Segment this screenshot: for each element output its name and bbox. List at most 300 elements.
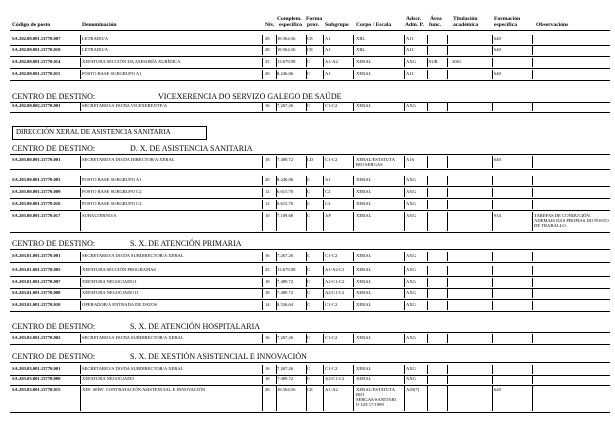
column-divider [276,212,277,231]
cell-niv: 25 [265,59,270,64]
column-divider [404,200,405,209]
cell-forma: C [307,177,311,182]
column-divider [323,278,324,287]
column-divider [276,156,277,168]
cell-comp: 13.679,98 [277,267,296,272]
cell-adscr: AXG [406,376,416,381]
column-divider [427,375,428,384]
column-divider [306,386,307,411]
cell-forma: C [307,201,311,206]
column-divider [262,289,263,298]
cell-comp: 6.615,70 [277,189,294,194]
column-divider [447,176,448,185]
centro-destino-name: S. X. DE ATENCIÓN HOSPITALARIA [130,322,261,331]
cell-niv: 25 [265,267,270,272]
cell-comp: 18.564,56 [277,387,296,392]
row-rule [10,186,610,187]
column-divider [404,365,405,374]
cell-adscr: AXG [406,290,416,295]
column-divider [353,365,354,374]
cell-forma: C [307,302,311,307]
column-divider [306,252,307,261]
column-divider [276,58,277,67]
header-area: Área [430,16,442,22]
cell-code: SA.203.00.001.13770.009 [12,189,61,194]
cell-name: SECRETARIO/A DO/DA VICEXERENTE/A [82,103,168,108]
cell-corpo: XERAL [356,302,372,307]
column-divider [80,188,81,197]
column-divider [306,375,307,384]
column-divider [447,252,448,261]
column-divider [404,212,405,231]
column-divider [447,278,448,287]
cell-adscr: AXG [406,189,416,194]
column-divider [404,70,405,79]
column-divider [262,176,263,185]
cell-sub: A1 [325,36,331,41]
cell-niv: 20 [265,177,270,182]
column-divider [447,188,448,197]
column-divider [323,252,324,261]
column-divider [353,102,354,111]
cell-niv: 18 [265,290,270,295]
column-divider [80,156,81,168]
header-forma: Forma [306,16,323,22]
column-divider [276,365,277,374]
cell-corpo: XERAL [356,253,372,258]
cell-sub: C1-C2 [325,103,338,108]
column-divider [306,334,307,343]
column-divider [492,301,493,310]
column-divider [262,278,263,287]
column-divider [353,46,354,55]
cell-sub: A1 [325,71,331,76]
cell-forma: C [307,189,311,194]
column-divider [323,35,324,44]
column-divider [262,70,263,79]
header-prov: prov. [307,22,320,28]
column-divider [404,301,405,310]
direccion-title: DIRECCIÓN XERAL DE ASISTENCIA SANITARIA [16,128,171,136]
column-divider [276,200,277,209]
column-divider [323,176,324,185]
cell-niv: 20 [265,71,270,76]
column-divider [427,46,428,55]
cell-corpo: XERAL [356,103,372,108]
cell-code: SA.203.00.001.13770.003 [12,177,61,182]
column-divider [492,176,493,185]
cell-comp: 7.489,72 [277,290,294,295]
column-divider [80,102,81,111]
column-divider [404,252,405,261]
column-divider [492,102,493,111]
column-divider [262,252,263,261]
column-divider [80,365,81,374]
column-divider [404,278,405,287]
cell-sub: AP [325,213,331,218]
cell-sub: C2 [325,201,331,206]
column-divider [353,266,354,275]
column-divider [532,334,533,343]
centro-destino-label: CENTRO DE DESTINO: [12,144,96,153]
cell-corpo: XRL [356,36,366,41]
cell-adscr: AXG [406,279,416,284]
column-divider [323,156,324,168]
cell-name: XEFATURA NEGOCIADO II [82,290,139,295]
cell-form: 640 [494,36,501,41]
cell-corpo: XERAL [356,366,372,371]
column-divider [427,334,428,343]
cell-form: 640 [494,71,501,76]
header-complem: Complem. [277,16,302,22]
column-divider [532,375,533,384]
column-divider [262,46,263,55]
cell-comp: 13.679,98 [277,59,296,64]
column-divider [427,58,428,67]
column-divider [353,156,354,168]
column-divider [492,46,493,55]
column-divider [404,58,405,67]
cell-sub: A1-A2-C1 [325,267,345,272]
column-divider [80,375,81,384]
cell-name: POSTO BASE SUBGRUPO C2 [82,189,142,194]
cell-sub: A2-C1-C2 [325,290,345,295]
header-academica: académica [453,22,479,28]
column-divider [353,252,354,261]
centro-destino-name: S. X. DE XESTIÓN ASISTENCIAL E INNOVACIÓN [130,352,307,361]
column-divider [447,102,448,111]
column-divider [353,70,354,79]
column-divider [532,365,533,374]
cell-sub: C2 [325,189,331,194]
column-divider [404,386,405,411]
column-divider [492,200,493,209]
column-divider [80,252,81,261]
column-divider [427,200,428,209]
cell-obs: TAREFAS DE CONDUCIÓN, ADEMAIS DAS PROPIAS DO POSTO DE TRABALLO. [534,213,609,228]
column-divider [404,35,405,44]
cell-name: LETRADO/A [82,36,109,41]
column-divider [353,188,354,197]
cell-name: SECRETARIO/A DO/DA SUBDIRECTOR/A XERAL [82,253,184,258]
column-divider [306,176,307,185]
column-divider [323,289,324,298]
cell-forma: C [307,71,311,76]
cell-name: SUBALTERNO/A [82,213,117,218]
column-divider [306,266,307,275]
cell-code: SA.203.01.001.13770.001 [12,253,61,258]
column-divider [532,278,533,287]
centro-destino-name: D. X. DE ASISTENCIA SANITARIA [130,144,253,153]
cell-comp: 7.267,26 [277,335,294,340]
header-especifico: específico [279,22,302,28]
column-divider [276,375,277,384]
column-divider [353,334,354,343]
cell-niv: 12 [265,189,270,194]
cell-tit: 2061 [452,59,462,64]
column-divider [323,70,324,79]
column-divider [353,386,354,411]
column-divider [532,70,533,79]
column-divider [262,334,263,343]
cell-comp: 6.615,70 [277,201,294,206]
centro-destino-label: CENTRO DE DESTINO: [12,322,96,331]
header-especifica: específica [494,22,517,28]
cell-niv: 28 [265,47,270,52]
column-divider [447,35,448,44]
column-divider [447,156,448,168]
column-divider [323,375,324,384]
cell-niv: 28 [265,387,270,392]
header-codigo: Código de posto [12,22,51,28]
cell-corpo: XERAL/ESTATUTA RIO SERGAS/SANITARI O LEI 17/1989 [356,387,396,407]
column-divider [427,70,428,79]
cell-corpo: XERAL [356,201,372,206]
column-divider [262,35,263,44]
cell-comp: 7.489,72 [277,157,294,162]
cell-sub: A1-A2 [325,59,338,64]
cell-forma: C [307,213,311,218]
cell-adscr: AXG [406,213,416,218]
cell-adscr: AXG [406,201,416,206]
column-divider [306,70,307,79]
cell-code: SA.203.00.001.13770.016 [12,201,61,206]
column-divider [447,375,448,384]
cell-niv: 10 [265,213,270,218]
column-divider [80,386,81,411]
column-divider [306,365,307,374]
row-rule [10,344,610,345]
row-rule [10,232,610,233]
cell-name: XEFATURA NEGOCIADO [82,376,134,381]
cell-niv: 18 [265,157,270,162]
column-divider [492,188,493,197]
column-divider [262,188,263,197]
column-divider [80,176,81,185]
row-rule [10,112,610,113]
cell-form: 640 [494,157,501,162]
column-divider [404,334,405,343]
cell-adscr: A16 [406,157,414,162]
header-adm_p: Adm. P. [405,22,424,28]
column-divider [323,301,324,310]
cell-sub: A2-C1-C2 [325,376,345,381]
column-divider [492,212,493,231]
column-divider [276,46,277,55]
cell-comp: 7.267,26 [277,103,294,108]
column-divider [532,266,533,275]
column-divider [353,35,354,44]
column-divider [80,35,81,44]
cell-form: 640 [494,47,501,52]
cell-code: SA.203.01.001.13770.007 [12,279,61,284]
column-divider [427,212,428,231]
cell-adscr: AXG [406,253,416,258]
centro-destino-label: CENTRO DE DESTINO: [12,352,96,361]
column-divider [353,375,354,384]
column-divider [492,156,493,168]
column-divider [427,176,428,185]
cell-corpo: XERAL [356,376,372,381]
column-divider [276,386,277,411]
column-divider [447,46,448,55]
cell-code: SA.202.00.001.13770.015 [12,71,61,76]
cell-corpo: XERAL [356,177,372,182]
cell-sub: C1-C2 [325,335,338,340]
cell-sub: A2-C1-C2 [325,279,345,284]
column-divider [80,266,81,275]
cell-comp: 7.267,26 [277,366,294,371]
column-divider [353,200,354,209]
column-divider [276,266,277,275]
header-subgrupo: Subgrupo [325,22,349,28]
column-divider [447,386,448,411]
column-divider [427,156,428,168]
cell-comp: 7.109,68 [277,213,294,218]
column-divider [492,252,493,261]
column-divider [323,266,324,275]
cell-adscr: AXG [406,177,416,182]
cell-niv: 28 [265,36,270,41]
cell-forma: C [307,376,311,381]
cell-comp: 8.246,06 [277,71,294,76]
column-divider [447,289,448,298]
column-divider [306,212,307,231]
column-divider [447,70,448,79]
cell-forma: C [307,290,311,295]
cell-adscr: AXG [406,267,416,272]
cell-code: SA.203.00.001.13770.001 [12,157,61,162]
cell-forma: LD [307,157,314,162]
cell-form: 934 [494,213,501,218]
cell-code: SA.203.03.001.13770.015 [12,387,61,392]
cell-adscr: AXG [406,335,416,340]
column-divider [492,266,493,275]
row-rule [10,311,610,312]
column-divider [427,289,428,298]
cell-comp: 18.564,56 [277,36,296,41]
column-divider [532,35,533,44]
column-divider [276,70,277,79]
row-rule [10,288,610,289]
column-divider [323,58,324,67]
header-func: func. [429,22,441,28]
centro-rule [10,362,610,363]
cell-niv: 18 [265,279,270,284]
cell-forma: CE [307,36,313,41]
cell-sub: A1 [325,177,331,182]
cell-name: OPERADOR/A ENTRADA DE DATOS [82,302,158,307]
row-rule [10,56,610,57]
column-divider [353,212,354,231]
column-divider [80,212,81,231]
centro-destino-label: CENTRO DE DESTINO: [12,239,96,248]
column-divider [80,200,81,209]
column-divider [532,212,533,231]
column-divider [447,365,448,374]
row-rule [10,198,610,199]
cell-sub: C1-C2 [325,157,338,162]
cell-niv: 16 [265,335,270,340]
column-divider [323,212,324,231]
column-divider [276,301,277,310]
column-divider [532,188,533,197]
column-divider [306,301,307,310]
cell-adscr: A29(7) [406,387,420,392]
cell-adscr: A11 [406,36,414,41]
column-divider [353,278,354,287]
cell-forma: CE [307,387,313,392]
column-divider [80,278,81,287]
cell-corpo: XERAL [356,267,372,272]
column-divider [80,334,81,343]
column-divider [427,252,428,261]
column-divider [427,386,428,411]
column-divider [492,278,493,287]
cell-code: SA.203.01.001.13770.005 [12,267,61,272]
cell-code: SA.203.03.001.13770.009 [12,376,61,381]
column-divider [492,58,493,67]
row-rule [10,169,610,170]
column-divider [404,46,405,55]
cell-code: SA.202.00.001.13770.010 [12,47,61,52]
cell-name: XEFATURA SECCIÓN PROGRAMAS [82,267,156,272]
column-divider [276,188,277,197]
centro-destino-name: VICEXERENCIA DO SERVIZO GALEGO DE SAÚDE [158,92,342,101]
header-niv: Niv. [265,22,275,28]
cell-sub: C1-C2 [325,253,338,258]
cell-area: XUR [428,59,438,64]
column-divider [532,386,533,411]
column-divider [404,188,405,197]
cell-comp: 8.536,64 [277,302,294,307]
column-divider [427,365,428,374]
column-divider [492,334,493,343]
row-rule [10,45,610,46]
column-divider [262,58,263,67]
cell-adscr: A11 [406,47,414,52]
column-divider [306,200,307,209]
column-divider [262,365,263,374]
column-divider [306,58,307,67]
column-divider [532,46,533,55]
column-divider [80,46,81,55]
column-divider [427,266,428,275]
cell-adscr: AXG [406,366,416,371]
column-divider [262,200,263,209]
column-divider [262,212,263,231]
row-rule [10,412,610,413]
column-divider [262,386,263,411]
column-divider [276,102,277,111]
column-divider [492,70,493,79]
cell-name: POSTO BASE SUBGRUPO C2 [82,201,142,206]
column-divider [306,35,307,44]
column-divider [447,266,448,275]
header-observacions: Observacións [536,22,569,28]
cell-name: SECRETARIO/A DO/DA SUBDIRECTOR/A XERAL [82,366,184,371]
column-divider [532,156,533,168]
cell-name: XEFATURA NEGOCIADO I [82,279,137,284]
column-divider [427,301,428,310]
column-divider [447,200,448,209]
column-divider [404,375,405,384]
cell-comp: 7.267,26 [277,253,294,258]
column-divider [404,156,405,168]
cell-niv: 16 [265,103,270,108]
column-divider [262,375,263,384]
column-divider [323,46,324,55]
